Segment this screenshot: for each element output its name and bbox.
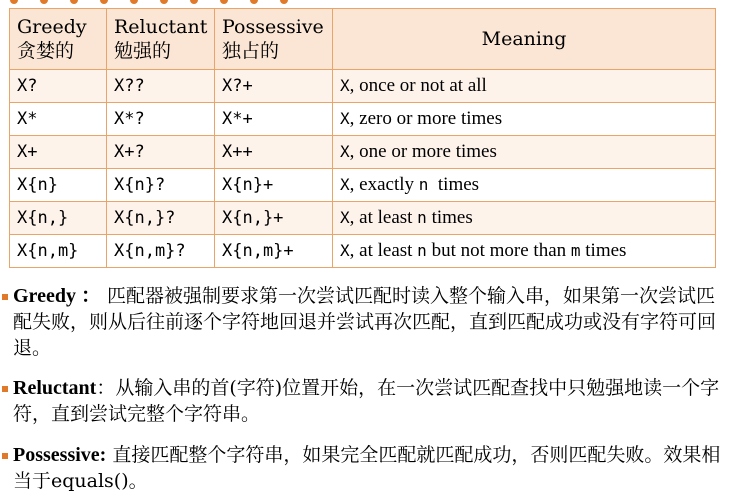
bullet-text xyxy=(13,375,728,427)
cell-greedy: X* xyxy=(10,103,107,136)
meaning-text: times xyxy=(426,207,473,228)
table-row xyxy=(10,103,716,136)
header-meaning: Meaning xyxy=(333,9,716,70)
meaning-code: n xyxy=(417,208,427,227)
decoration-dot xyxy=(130,0,138,4)
top-decoration xyxy=(0,0,734,8)
cell-reluctant: X{n,}? xyxy=(107,202,215,235)
header-possessive xyxy=(215,9,333,70)
bullet-term: Reluctant xyxy=(13,377,97,399)
meaning-text: , exactly xyxy=(349,174,419,195)
decoration-dot xyxy=(70,0,78,4)
cell-reluctant: X{n}? xyxy=(107,169,215,202)
bullet-description: ：从输入串的首(字符)位置开始，在一次尝试匹配查找中只勉强地读一个字符，直到尝试完整个字符串。 xyxy=(13,377,720,425)
decoration-dot xyxy=(250,0,258,4)
meaning-text: times xyxy=(580,240,627,261)
meaning-code: X xyxy=(340,109,350,128)
bullet-text xyxy=(13,442,728,494)
cell-possessive: X*+ xyxy=(215,103,333,136)
bullet-description: 直接匹配整个字符串，如果完全匹配就匹配成功，否则匹配失败。效果相当于equals()。 xyxy=(13,444,721,492)
cell-meaning xyxy=(333,202,716,235)
cell-possessive: X?+ xyxy=(215,70,333,103)
cell-reluctant: X*? xyxy=(107,103,215,136)
header-reluctant xyxy=(107,9,215,70)
cell-meaning xyxy=(333,169,716,202)
cell-greedy: X? xyxy=(10,70,107,103)
table-row xyxy=(10,70,716,103)
cell-reluctant: X{n,m}? xyxy=(107,235,215,268)
header-possessive-zh: 独占的 xyxy=(222,40,280,62)
meaning-text: , one or more times xyxy=(349,141,497,162)
bullet-greedy xyxy=(0,283,728,361)
cell-meaning xyxy=(333,136,716,169)
meaning-code: X xyxy=(340,208,350,227)
decoration-dot xyxy=(40,0,48,4)
cell-possessive: X{n,}+ xyxy=(215,202,333,235)
bullet-possessive xyxy=(0,442,728,494)
decoration-dot xyxy=(10,0,18,4)
bullet-marker-icon xyxy=(2,294,8,300)
bullet-term: Possessive: xyxy=(13,444,107,466)
header-possessive-en: Possessive xyxy=(222,16,324,38)
meaning-text: , once or not at all xyxy=(349,75,487,96)
meaning-text: , at least xyxy=(349,240,418,261)
meaning-text: times xyxy=(428,174,480,195)
header-greedy xyxy=(10,9,107,70)
table-row xyxy=(10,136,716,169)
cell-greedy: X+ xyxy=(10,136,107,169)
table-row xyxy=(10,169,716,202)
meaning-code: n xyxy=(418,175,429,194)
decoration-dot xyxy=(220,0,228,4)
cell-possessive: X++ xyxy=(215,136,333,169)
meaning-code: X xyxy=(340,142,350,161)
table-row xyxy=(10,202,716,235)
meaning-code: X xyxy=(340,241,350,260)
table-header-row xyxy=(10,9,716,70)
bullet-description: 匹配器被强制要求第一次尝试匹配时读入整个输入串，如果第一次尝试匹配失败，则从后往前逐个字符地回退并尝试再次匹配，直到匹配成功或没有字符可回退。 xyxy=(13,285,717,359)
meaning-code: X xyxy=(340,76,350,95)
header-greedy-en: Greedy xyxy=(17,16,87,38)
decoration-dot xyxy=(100,0,108,4)
cell-meaning xyxy=(333,103,716,136)
cell-reluctant: X+? xyxy=(107,136,215,169)
bullet-marker-icon xyxy=(2,386,8,392)
cell-meaning xyxy=(333,235,716,268)
table-row xyxy=(10,235,716,268)
bullet-reluctant xyxy=(0,375,728,427)
cell-meaning xyxy=(333,70,716,103)
decoration-dot xyxy=(160,0,168,4)
cell-greedy: X{n,} xyxy=(10,202,107,235)
meaning-text: , zero or more times xyxy=(349,108,503,129)
header-reluctant-en: Reluctant xyxy=(114,16,208,38)
cell-reluctant: X?? xyxy=(107,70,215,103)
bullet-term: Greedy ： xyxy=(13,285,101,307)
cell-greedy: X{n} xyxy=(10,169,107,202)
bullet-text xyxy=(13,283,728,361)
cell-greedy: X{n,m} xyxy=(10,235,107,268)
cell-possessive: X{n,m}+ xyxy=(215,235,333,268)
decoration-dot xyxy=(190,0,198,4)
quantifier-table xyxy=(9,8,716,268)
header-reluctant-zh: 勉强的 xyxy=(114,40,172,62)
header-greedy-zh: 贪婪的 xyxy=(17,40,75,62)
meaning-code: X xyxy=(340,175,350,194)
meaning-code: n xyxy=(417,241,427,260)
meaning-code: m xyxy=(570,241,581,260)
bullet-marker-icon xyxy=(2,453,8,459)
meaning-text: , at least xyxy=(349,207,418,228)
decoration-dot xyxy=(280,0,288,4)
meaning-text: but not more than xyxy=(426,240,571,261)
cell-possessive: X{n}+ xyxy=(215,169,333,202)
